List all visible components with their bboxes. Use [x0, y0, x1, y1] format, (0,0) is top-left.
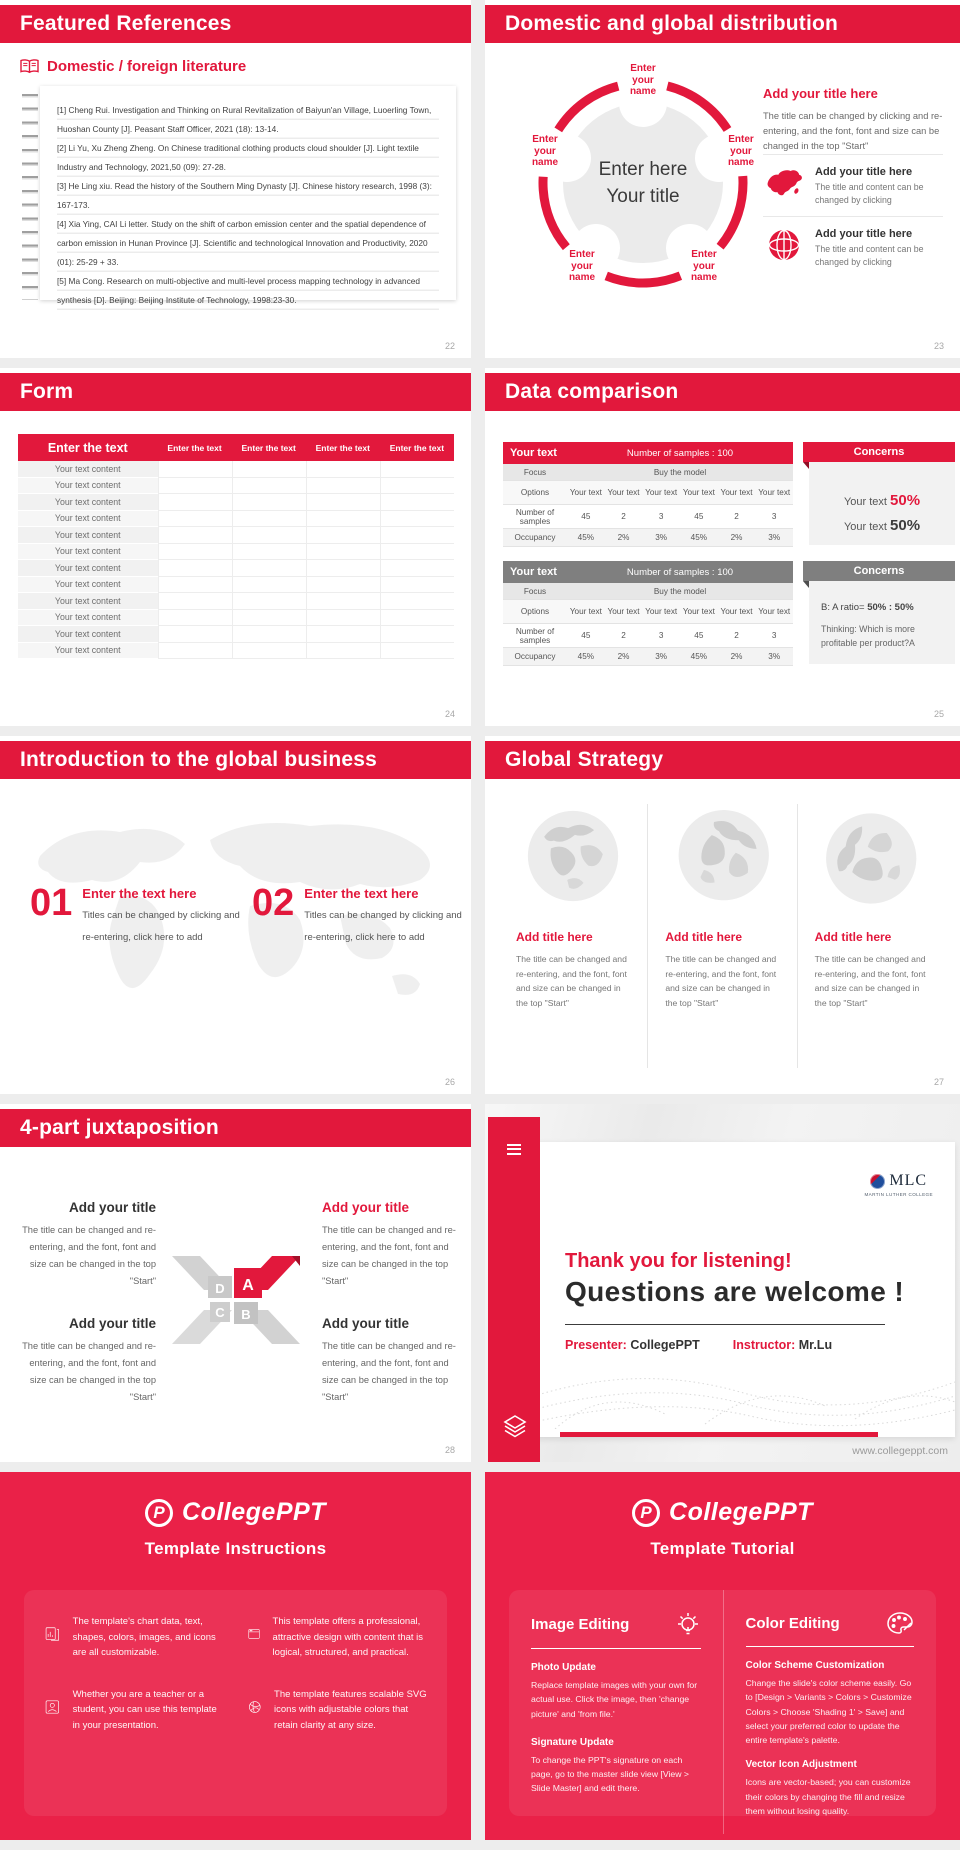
tutorial-section [531, 1662, 701, 1721]
instructions-panel [0, 1472, 471, 1840]
slide-title-bar [0, 373, 471, 411]
brand-p-icon: P [632, 1499, 660, 1527]
cell: Your text [607, 607, 640, 616]
citation: [1] Cheng Rui. Investigation and Thinking on Rural Revitalization of Baiyun'an Village, Luoerling Town, Huoshan County [J]. Peasant Staff Officer, 2021 (18): 13-14. [57, 105, 432, 134]
row-label: Focus [523, 586, 547, 596]
concerns-content [821, 602, 945, 650]
ratio-value: 50% : 50% [867, 602, 914, 613]
item-title: Add your title here [815, 228, 913, 240]
focus-row [503, 583, 793, 600]
circular-diagram [513, 50, 773, 310]
section-heading [20, 58, 246, 75]
chart-doc-icon [44, 1614, 61, 1654]
instructor-label: Instructor: [732, 1338, 796, 1352]
cell: 3% [768, 533, 781, 542]
table-row [18, 577, 454, 594]
cell: 2 [621, 631, 626, 640]
school-logo-text: MLC [889, 1172, 928, 1189]
instruction-item [247, 1614, 428, 1661]
strategy-column [499, 804, 647, 1068]
concerns-content [809, 489, 955, 539]
cell: 2 [734, 512, 739, 521]
wave-mesh-graphic [525, 1344, 955, 1429]
cell: 3 [771, 512, 777, 521]
cell: 45 [694, 512, 704, 521]
panel-title: Template Instructions [144, 1539, 327, 1558]
cell: Your text [758, 607, 791, 616]
column-heading: Image Editing [531, 1615, 630, 1633]
column-heading: Color Editing [745, 1614, 840, 1632]
table-subtitle: Number of samples : 100 [626, 566, 734, 578]
instruction-text: The template's chart data, text, shapes, colors, images, and icons are all customizable. [72, 1616, 216, 1658]
tutorial-section [531, 1737, 701, 1796]
citation: [4] Xia Ying, CAI Li letter. Study on the shift of carbon emission center and the spatial dependence of carbon emission in Hunan Province [J]. Scientific and technological Innovation and Productivity, 2020 (01): 25-29 + 33. [57, 219, 428, 267]
block-title: Add your title [69, 1200, 156, 1215]
column-title: Add title here [516, 930, 593, 944]
slide-title-bar [0, 741, 471, 779]
column-header: Enter the text [389, 442, 445, 453]
slide-title: Data comparison [505, 380, 679, 403]
diagram-label-upper-left: Enter your name [531, 133, 559, 168]
cell: Your text [682, 488, 715, 497]
cell: Your text [607, 488, 640, 497]
list-item [763, 216, 943, 278]
concerns-body [809, 570, 955, 664]
diagram-label-lower-left: Enter your name [568, 248, 596, 283]
letter-a: A [242, 1277, 254, 1294]
row-value: Buy the model [653, 467, 707, 477]
cell: Your text [645, 488, 678, 497]
thanks-line: Thank you for listening! [565, 1250, 792, 1272]
cell: 3 [658, 631, 664, 640]
block-body: The title can be changed and re-entering, and the font, font and size can be changed in the top "Start" [22, 1341, 156, 1402]
column-body: The title can be changed and re-entering, and the font, font and size can be changed in the top "Start" [665, 954, 777, 1008]
section-title: Photo Update [531, 1662, 596, 1673]
diagram-label-lower-right: Enter your name [690, 248, 718, 283]
quadrant-block-top-right [322, 1200, 462, 1290]
distribution-side-panel [763, 86, 943, 278]
numbered-item-2 [252, 882, 462, 949]
ribbon-fold [803, 462, 809, 469]
column-header: Enter the text [47, 440, 128, 455]
section-body: Replace template images with your own for actual use. Click the image, then 'change picture' and 'from file.' [531, 1680, 698, 1719]
bulb-icon [675, 1610, 701, 1638]
section-body: Change the slide's color scheme easily. Go to [Design > Variants > Colors > Customize Colors > Choose 'Shading 1' > Save] and select your preferred color to update the entire template's palette. [745, 1678, 912, 1746]
table-header-row [18, 434, 454, 461]
table-row [18, 527, 454, 544]
tutorial-section [746, 1759, 915, 1818]
table-row [18, 544, 454, 561]
tutorial-column-color [723, 1590, 937, 1834]
globe-graphic [525, 808, 621, 904]
instruction-item [44, 1687, 225, 1734]
letter-b: B [241, 1307, 251, 1322]
cell: 2 [621, 512, 626, 521]
item-number: 01 [30, 882, 73, 924]
strategy-columns [499, 804, 946, 1068]
letter-c: C [215, 1305, 225, 1320]
table-subtitle: Number of samples : 100 [626, 447, 734, 459]
row-label: Your text content [18, 643, 158, 660]
table-row [18, 511, 454, 528]
cell: 3% [655, 652, 668, 661]
block-title: Add your title [69, 1316, 156, 1331]
slide-title-bar [485, 741, 960, 779]
section-body: Icons are vector-based; you can customize their colors by changing the fill and resize them without losing quality. [745, 1777, 911, 1817]
cell: Your text [569, 607, 602, 616]
item-number: 02 [252, 882, 295, 924]
strategy-column [798, 804, 946, 1068]
item-body: Titles can be changed by clicking and re-entering, click here to add [82, 910, 240, 943]
center-line2: Your title [606, 186, 680, 207]
column-header: Enter the text [167, 442, 222, 453]
citation-list [57, 101, 439, 310]
tutorial-box [509, 1590, 936, 1816]
center-line1: Enter here [598, 159, 688, 180]
comparison-table-2 [503, 561, 793, 666]
vector-ball-icon [247, 1687, 263, 1727]
quadrant-block-bottom-right [322, 1316, 462, 1406]
cell: Your text [682, 607, 715, 616]
brand-name: CollegePPT [182, 1498, 326, 1526]
table-row [18, 643, 454, 660]
column-header: Enter the text [241, 442, 296, 453]
options-row [503, 600, 793, 624]
menu-icon [507, 1141, 521, 1157]
brand-logo [485, 1472, 960, 1527]
table-row [18, 478, 454, 495]
slide-title: Featured References [20, 12, 232, 35]
palette-icon [886, 1610, 914, 1636]
instruction-item [44, 1614, 225, 1661]
row-label: Focus [523, 467, 547, 477]
thank-you-card [525, 1142, 955, 1437]
slide-title: Form [20, 380, 74, 403]
table-title: Your text [510, 447, 557, 459]
row-label: Your text content [18, 610, 158, 627]
cell: 45% [577, 533, 595, 542]
cell: 45 [581, 631, 591, 640]
occupancy-row [503, 648, 793, 666]
list-item [763, 154, 943, 216]
numbered-item-1 [30, 882, 240, 949]
row-label: Your text content [18, 560, 158, 577]
slide-global-strategy[interactable] [485, 736, 960, 1094]
table-title: Your text [510, 566, 557, 578]
side-heading: Add your title here [763, 86, 878, 101]
item-title: Enter the text here [82, 886, 197, 901]
page-number: 28 [444, 1445, 455, 1455]
block-title: Add your title [322, 1316, 409, 1331]
instructions-box [24, 1590, 447, 1816]
presenter-value: CollegePPT [630, 1338, 700, 1352]
samples-row [503, 624, 793, 648]
concern-value: 50% [890, 492, 921, 509]
column-title: Add title here [665, 930, 743, 944]
concerns-body [809, 451, 955, 545]
row-label: Options [520, 607, 550, 616]
options-row [503, 481, 793, 505]
slide-form[interactable] [0, 368, 471, 726]
cell: 45% [577, 652, 595, 661]
row-label: Your text content [18, 544, 158, 561]
row-label: Number of samples [515, 626, 555, 645]
panel-title: Template Tutorial [650, 1539, 795, 1558]
section-title: Signature Update [531, 1736, 614, 1748]
cell: Your text [720, 607, 753, 616]
item-body: Titles can be changed by clicking and re-entering, click here to add [304, 910, 462, 943]
slide-thank-you[interactable] [485, 1104, 960, 1462]
slide-data-comparison[interactable] [485, 368, 960, 726]
item-body: The title and content can be changed by clicking [815, 244, 924, 267]
form-table [18, 434, 454, 659]
focus-row [503, 464, 793, 481]
item-title: Add your title here [815, 166, 913, 178]
block-body: The title can be changed and re-entering, and the font, font and size can be changed in the top "Start" [22, 1225, 156, 1286]
cell: 45 [694, 631, 704, 640]
row-value: Buy the model [653, 586, 707, 596]
block-body: The title can be changed and re-entering, and the font, font and size can be changed in the top "Start" [322, 1341, 456, 1402]
table-row [18, 560, 454, 577]
row-label: Your text content [18, 593, 158, 610]
column-body: The title can be changed and re-entering, and the font, font and size can be changed in the top "Start" [516, 954, 627, 1008]
instruction-text: The template features scalable SVG icons with adjustable colors that retain clarity at any size. [274, 1688, 427, 1731]
row-label: Number of samples [515, 507, 555, 526]
cell: 45% [690, 533, 708, 542]
side-body: The title can be changed by clicking and re-entering, and the font, font and size can be changed in the top "Start" [763, 111, 943, 151]
row-label: Occupancy [514, 533, 556, 542]
slide-title-bar [0, 1109, 471, 1147]
page-number: 24 [444, 709, 455, 719]
slide-title: 4-part juxtaposition [20, 1116, 219, 1139]
page-number: 25 [933, 709, 944, 719]
comparison-table-1 [503, 442, 793, 547]
instruction-text: This template offers a professional, attractive design with content that is logical, structured, and practical. [272, 1616, 424, 1658]
column-body: The title can be changed and re-entering, and the font, font and size can be changed in the top "Start" [814, 954, 926, 1008]
diagram-label-top: Enter your name [629, 62, 657, 97]
slide-global-business[interactable] [0, 736, 471, 1094]
row-label: Your text content [18, 527, 158, 544]
citation: [3] He Ling xiu. Read the history of the Southern Ming Dynasty [J]. Chinese history research, 1998 (3): 167-173. [57, 181, 432, 210]
concerns-ribbon: Concerns [803, 561, 955, 581]
concerns-ribbon: Concerns [803, 442, 955, 462]
tutorial-column-image [509, 1590, 723, 1834]
cell: 45% [690, 652, 708, 661]
cell: 2% [617, 533, 630, 542]
item-title: Enter the text here [304, 886, 419, 901]
instruction-item [247, 1687, 428, 1734]
concerns-box-1 [809, 442, 955, 545]
brand-p-icon: P [145, 1499, 173, 1527]
row-label: Your text content [18, 478, 158, 495]
browser-icon [247, 1614, 261, 1654]
table-row [18, 610, 454, 627]
page-number: 26 [444, 1077, 455, 1087]
item-body: The title and content can be changed by clicking [815, 182, 924, 205]
ribbon-fold [803, 581, 809, 588]
concern-text: Your text [843, 521, 887, 533]
cell: 3% [655, 533, 668, 542]
row-label: Your text content [18, 626, 158, 643]
row-label: Your text content [18, 494, 158, 511]
slide-title: Domestic and global distribution [505, 12, 839, 35]
row-label: Your text content [18, 577, 158, 594]
cell: Your text [569, 488, 602, 497]
globe-icon [763, 228, 805, 262]
brand-logo [0, 1472, 471, 1527]
diagram-label-upper-right: Enter your name [727, 133, 755, 168]
slide-title-bar [485, 373, 960, 411]
citation: [5] Ma Cong. Research on multi-objective and multi-level process mapping technology in advanced synthesis [D]. Beijing: Beijing Institute of Technology, 1998:23-30. [57, 276, 420, 305]
heading-underline [746, 1646, 915, 1647]
table-row [18, 461, 454, 478]
china-map-icon [763, 166, 805, 197]
section-title: Domestic / foreign literature [47, 58, 247, 75]
row-label: Your text content [18, 461, 158, 478]
occupancy-row [503, 529, 793, 547]
table-row [18, 626, 454, 643]
section-title: Color Scheme Customization [745, 1660, 885, 1671]
slide-title-bar [0, 5, 471, 43]
cell: 3 [658, 512, 664, 521]
citation: [2] Li Yu, Xu Zheng Zheng. On Chinese traditional clothing products cloud shoulder [J]. Light textile Industry and Technology, 2021,50 (09): 27-28. [57, 143, 419, 172]
cell: Your text [720, 488, 753, 497]
column-header: Enter the text [315, 442, 370, 453]
letter-d: D [215, 1281, 225, 1296]
globe-graphic [674, 808, 770, 904]
slide-title: Global Strategy [505, 748, 664, 771]
website-url: www.collegeppt.com [852, 1445, 948, 1457]
divider-rule [565, 1324, 885, 1325]
instructor-value: Mr.Lu [798, 1338, 833, 1352]
page-number: 27 [933, 1077, 944, 1087]
spiral-binding [22, 94, 38, 300]
strategy-column [647, 804, 797, 1068]
cell: 2% [617, 652, 630, 661]
card-accent-bar [560, 1432, 878, 1437]
cell: 45 [581, 512, 591, 521]
page-number: 22 [444, 341, 455, 351]
table-row [18, 494, 454, 511]
thinking-text: Thinking: Which is more profitable per product?A [821, 624, 915, 648]
page-number: 23 [933, 341, 944, 351]
school-globe-icon [870, 1174, 885, 1189]
slide-featured-references[interactable] [0, 0, 471, 358]
concern-value: 50% [890, 517, 921, 534]
table-row [18, 593, 454, 610]
section-body: To change the PPT's signature on each page, go to the master slide view [View > Slide Master] and edit there. [531, 1754, 689, 1794]
row-label: Options [520, 488, 550, 497]
info-panels [0, 1472, 960, 1840]
quadrant-block-bottom-left [16, 1316, 156, 1406]
teacher-icon [44, 1687, 61, 1727]
cell: 3% [768, 652, 781, 661]
row-label: Your text content [18, 511, 158, 528]
open-book-icon [20, 59, 39, 74]
slide-distribution[interactable] [485, 0, 960, 358]
literature-card [40, 86, 456, 305]
school-logo [864, 1172, 933, 1197]
layers-diamond-icon [501, 1414, 529, 1440]
section-title: Vector Icon Adjustment [745, 1759, 857, 1771]
cell: Your text [645, 607, 678, 616]
tutorial-panel [485, 1472, 960, 1840]
heading-underline [531, 1648, 701, 1649]
concerns-box-2 [809, 561, 955, 664]
slide-juxtaposition[interactable] [0, 1104, 471, 1462]
cell: 2% [730, 652, 743, 661]
brand-name: CollegePPT [669, 1498, 813, 1526]
samples-row [503, 505, 793, 529]
ratio-label: B: A ratio= [821, 602, 865, 613]
globe-graphic [824, 808, 920, 904]
school-logo-caption: MARTIN LUTHER COLLEGE [864, 1192, 933, 1197]
slide-title-bar [485, 5, 960, 43]
x-ribbon-graphic [166, 1250, 306, 1350]
table-header-row [503, 442, 793, 464]
cell: 2 [734, 631, 739, 640]
quadrant-block-top-left [16, 1200, 156, 1290]
diagram-center-text [568, 156, 718, 210]
side-ribbon [488, 1117, 540, 1462]
tutorial-section [746, 1660, 915, 1747]
cell: Your text [758, 488, 791, 497]
concern-text: Your text [843, 496, 887, 508]
cell: 3 [771, 631, 777, 640]
cell: 2% [730, 533, 743, 542]
instruction-text: Whether you are a teacher or a student, you can use this template in your presentation. [72, 1688, 217, 1731]
column-title: Add title here [814, 930, 892, 944]
block-body: The title can be changed and re-entering, and the font, font and size can be changed in the top "Start" [322, 1225, 456, 1286]
slide-title: Introduction to the global business [20, 748, 377, 771]
table-header-row [503, 561, 793, 583]
block-title: Add your title [322, 1200, 409, 1215]
presenter-label: Presenter: [565, 1338, 627, 1352]
questions-line: Questions are welcome ! [565, 1276, 905, 1307]
row-label: Occupancy [514, 652, 556, 661]
